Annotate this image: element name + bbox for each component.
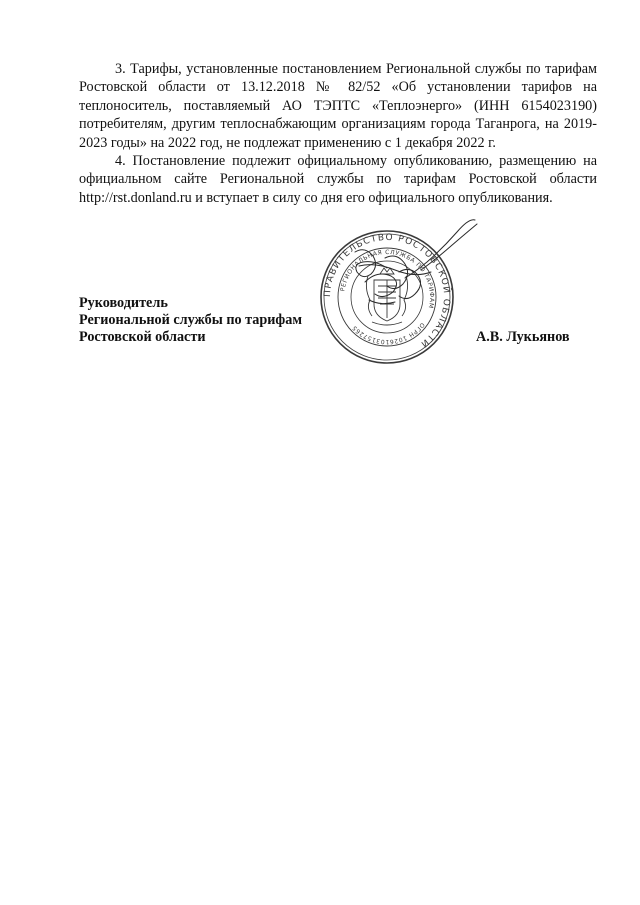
paragraph-4: 4. Постановление подлежит официальному опубликованию, размещению на официальном сайте Региональной службы по тарифам Ростовской области http://rst.donland.ru и вступает в силу со дня его официального опубликования.: [79, 153, 597, 206]
paragraph-3: 3. Тарифы, установленные постановлением Региональной службы по тарифам Ростовской области от 13.12.2018 № 82/52 «Об установлении тарифов на теплоноситель, поставляемый АО ТЭПТС «Теплоэнерго» (ИНН 6154023190) потребителям, другим теплоснабжающим организациям города Таганрога, на 2019-2023 годы» на 2022 год, не подлежат применению с 1 декабря 2022 г.: [79, 61, 597, 151]
signatory-name: А.В. Лукьянов: [476, 329, 570, 345]
seal-inner-text: РЕГИОНАЛЬНАЯ СЛУЖБА ПО ТАРИФАМ: [339, 248, 436, 310]
seal-outer-text: ПРАВИТЕЛЬСТВО РОСТОВСКОЙ ОБЛАСТИ: [322, 232, 452, 350]
document-body: [79, 60, 597, 207]
signatory-title-line: Ростовской области: [79, 329, 206, 345]
signatory-title-line: Руководитель: [79, 295, 168, 311]
signatory-title-line: Региональной службы по тарифам: [79, 312, 303, 328]
seal-bottom-text: ОГРН 1026103157265: [350, 321, 426, 346]
signatory-title: [79, 295, 379, 346]
